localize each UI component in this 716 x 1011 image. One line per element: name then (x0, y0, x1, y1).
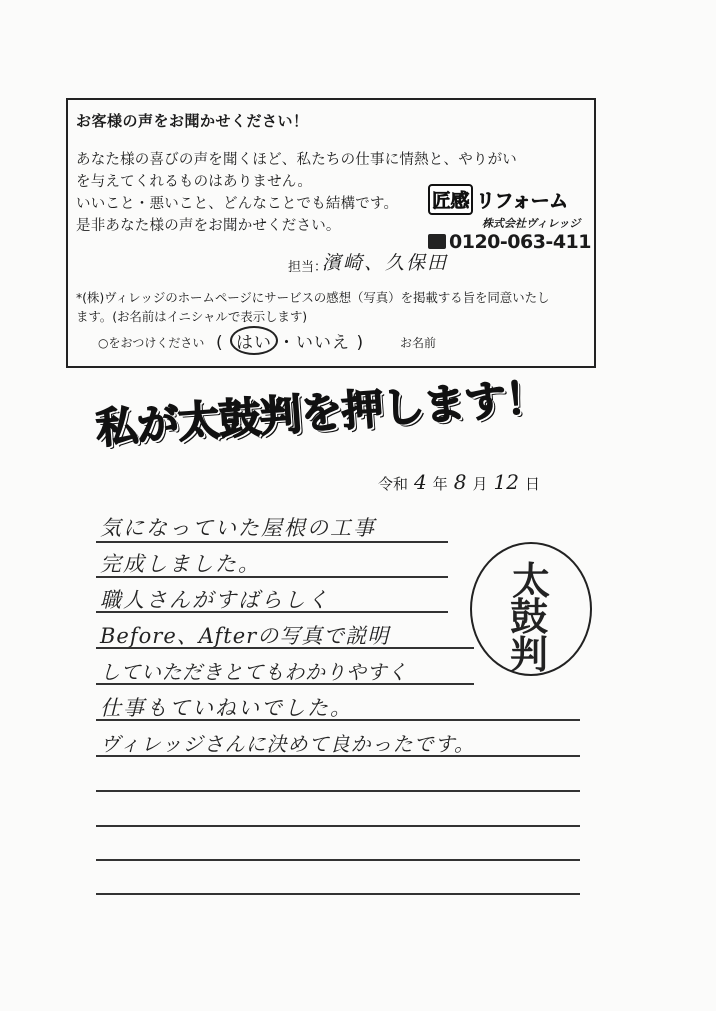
taikoban-stamp (470, 542, 592, 676)
consent-line: ます。(お名前はイニシャルで表示します) (76, 309, 308, 324)
survey-title: お客様の声をお聞かせください！ (76, 112, 309, 130)
intro-line: いいこと・悪いこと、どんなことでも結構です。 (76, 196, 399, 212)
comment-line: 仕事もていねいでした。 (100, 696, 353, 720)
logo-brand-boxed: 匠感 (428, 184, 473, 215)
ruled-line (96, 825, 580, 827)
stamp-char: 判 (510, 632, 549, 677)
intro-line: を与えてくれるものはありません。 (76, 174, 313, 190)
logo-company-name: 株式会社ヴィレッジ (482, 217, 581, 230)
survey-box (66, 98, 596, 368)
date-line (378, 470, 540, 494)
ruled-line (96, 859, 580, 861)
circle-hint: ○をおつけください (98, 336, 205, 350)
date-month-unit: 月 (472, 475, 488, 493)
intro-line: あなた様の喜びの声を聞くほど、私たちの仕事に情熱と、やりがい (76, 152, 517, 168)
paren-close: ) (356, 333, 365, 353)
choice-yes-circled: はい (230, 326, 278, 355)
logo-brand-rest: リフォーム (476, 190, 568, 212)
paren-open: ( (216, 333, 224, 353)
ruled-line (96, 893, 580, 895)
name-label: お名前 (400, 336, 437, 350)
choice-no: いいえ (296, 333, 351, 353)
stamp-char: 鼓 (510, 594, 549, 639)
comment-line: ヴィレッジさんに決めて良かったです。 (100, 732, 475, 756)
tantou-handwritten: 濱崎、久保田 (322, 252, 449, 274)
date-day: 12 (493, 470, 519, 494)
date-month: 8 (453, 470, 467, 494)
comment-line: していただきとてもわかりやすく (100, 660, 408, 684)
date-day-unit: 日 (524, 475, 540, 493)
tantou-label: 担当： (288, 260, 328, 275)
phone-number: 0120-063-411 (449, 231, 591, 253)
choice-separator: ・ (278, 333, 297, 353)
freedial-icon (428, 234, 446, 249)
ruled-line (96, 790, 580, 792)
date-year-unit: 年 (432, 475, 448, 493)
date-year: 4 (414, 470, 427, 494)
date-era: 令和 (378, 475, 409, 493)
consent-line: *(株)ヴィレッジのホームページにサービスの感想（写真）を掲載する旨を同意いたし (76, 290, 550, 305)
comment-line: Before、Afterの写真で説明 (100, 624, 390, 648)
comment-line: 気になっていた屋根の工事 (100, 516, 376, 540)
consent-choice (216, 326, 364, 355)
company-logo (428, 184, 591, 264)
intro-line: 是非あなた様の声をお聞かせください。 (76, 218, 341, 234)
comment-line: 完成しました。 (100, 552, 261, 576)
logo-phone (428, 231, 591, 253)
comment-line: 職人さんがすばらしく (100, 588, 330, 612)
logo-brand (428, 184, 568, 215)
stamp-char: 太 (512, 558, 551, 603)
headline: 私が太鼓判を押します！ (94, 372, 548, 453)
